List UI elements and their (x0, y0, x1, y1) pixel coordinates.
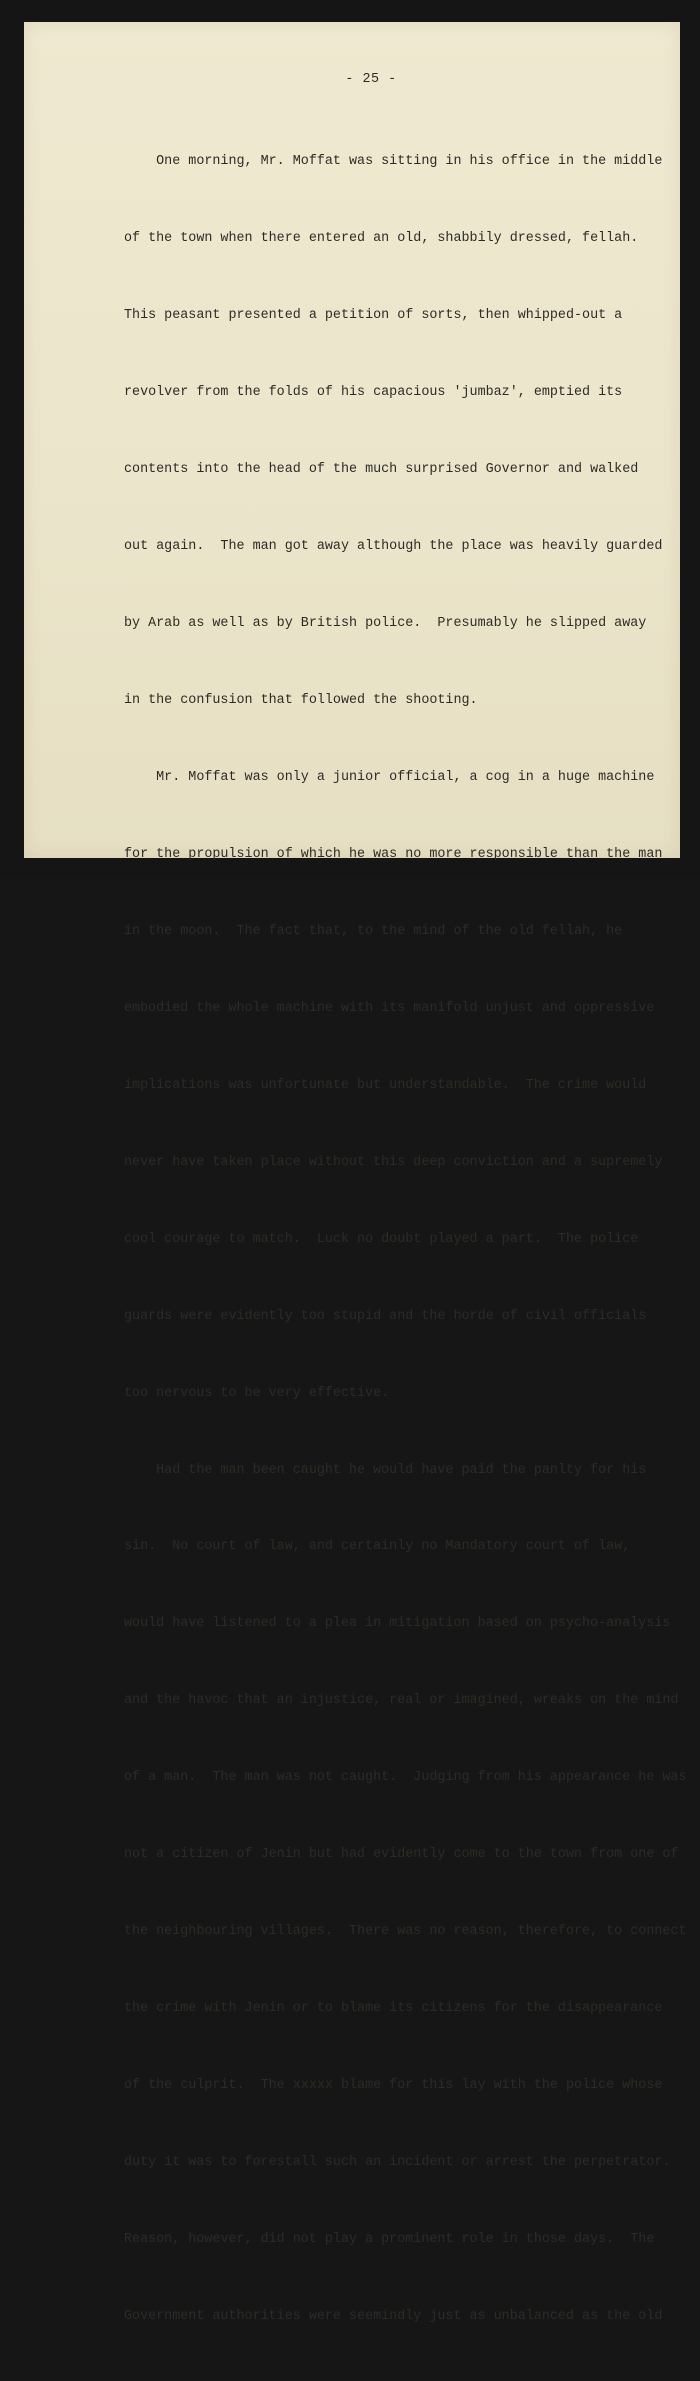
text-line: of the town when there entered an old, shabbily dressed, fellah. (124, 231, 639, 247)
body-text (124, 98, 687, 2381)
text-line: by Arab as well as by British police. Presumably he slipped away (124, 616, 647, 632)
text-line: of a man. The man was not caught. Judging from his appearance he was (124, 1770, 687, 1786)
text-line: Mr. Moffat was only a junior official, a cog in a huge machine (124, 769, 655, 785)
text-line: would have listened to a plea in mitigation based on psycho-analysis (124, 1616, 671, 1632)
text-line: the crime with Jenin or to blame its citizens for the disappearance (124, 2001, 663, 2017)
text-line: embodied the whole machine with its manifold unjust and oppressive (124, 1000, 655, 1016)
text-line: cool courage to match. Luck no doubt played a part. The police (124, 1231, 639, 1247)
text-line: in the confusion that followed the shooting. (124, 692, 478, 708)
text-line: in the moon. The fact that, to the mind of the old fellah, he (124, 923, 623, 939)
text-line: and the havoc that an injustice, real or imagined, wreaks on the mind (124, 1693, 679, 1709)
page-number: - 25 - (345, 72, 397, 87)
text-line: too nervous to be very effective. (124, 1385, 390, 1401)
text-line: sin. No court of law, and certainly no Mandatory court of law, (124, 1539, 631, 1555)
text-line: Reason, however, did not play a prominent role in those days. The (124, 2232, 655, 2248)
text-line: This peasant presented a petition of sorts, then whipped-out a (124, 308, 623, 324)
text-line: One morning, Mr. Moffat was sitting in his office in the middle (124, 154, 663, 170)
text-line: never have taken place without this deep conviction and a supremely (124, 1154, 663, 1170)
text-line (124, 2073, 664, 2099)
text-line: the neighbouring villages. There was no reason, therefore, to connect (124, 1924, 687, 1940)
text-line-end: blame for this lay with the police whose (332, 2078, 663, 2094)
text-line: not a citizen of Jenin but had evidently come to the town from one of (124, 1847, 679, 1863)
text-line-start: of the culprit. The (124, 2078, 293, 2094)
text-line: Government authorities were seemindly just as unbalanced as the old (124, 2309, 663, 2324)
text-line: for the propulsion of which he was no more responsible than the man (124, 846, 663, 862)
text-line: implications was unfortunate but understandable. The crime would (124, 1077, 647, 1093)
text-line: guards were evidently too stupid and the horde of civil officials (124, 1308, 647, 1324)
text-line: contents into the head of the much surprised Governor and walked (124, 462, 639, 478)
text-line: Had the man been caught he would have paid the panlty for his (124, 1462, 647, 1478)
text-line: out again. The man got away although the place was heavily guarded (124, 539, 663, 555)
struck-out-word: xxxxx (292, 2078, 333, 2094)
typewritten-page (24, 22, 687, 2324)
text-line: revolver from the folds of his capacious 'jumbaz', emptied its (124, 385, 623, 401)
text-line: duty it was to forestall such an incident or arrest the perpetrator. (124, 2155, 671, 2171)
